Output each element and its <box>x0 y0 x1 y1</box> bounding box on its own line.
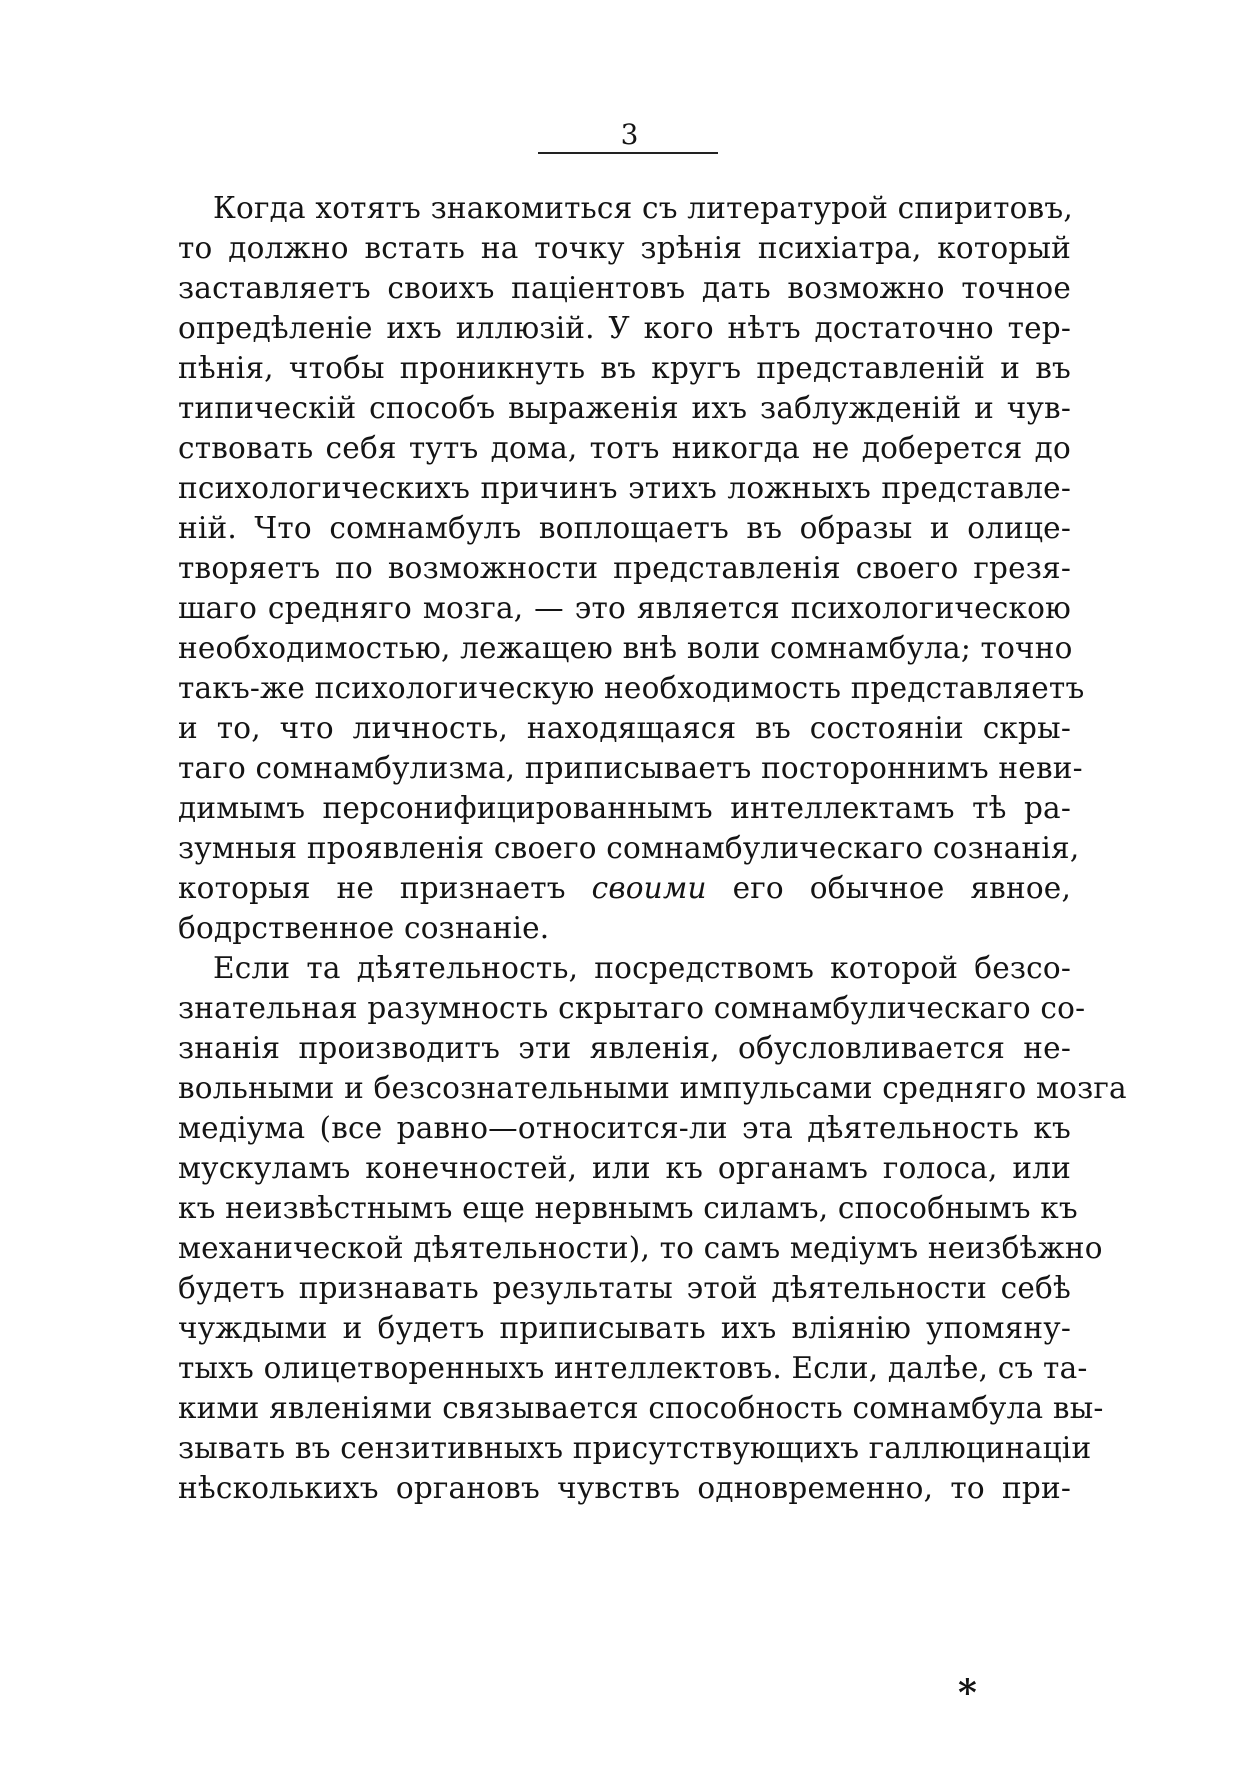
line: ній. Что сомнамбулъ воплощаетъ въ образы и олице- <box>178 511 1071 545</box>
line: Если та дѣятельность, посредствомъ которой безсо- <box>213 951 1071 985</box>
line: Когда хотятъ знакомиться съ литературой спиритовъ, <box>213 191 1073 225</box>
line: ствовать себя тутъ дома, тотъ никогда не доберется до <box>178 431 1071 465</box>
line: пѣнія, чтобы проникнуть въ кругъ представленій и въ <box>178 351 1071 385</box>
line: знанія производитъ эти явленія, обусловливается не- <box>178 1031 1071 1065</box>
signature-mark: * <box>958 1672 977 1714</box>
header-rule <box>538 152 718 154</box>
line: механической дѣятельности), то самъ медіумъ неизбѣжно <box>178 1231 1103 1265</box>
line: мускуламъ конечностей, или къ органамъ голоса, или <box>178 1151 1071 1185</box>
emphasized-word: своими <box>591 871 707 905</box>
line: опредѣленіе ихъ иллюзій. У кого нѣтъ достаточно тер- <box>178 311 1071 345</box>
line: знательная разумность скрытаго сомнамбулическаго со- <box>178 991 1086 1025</box>
line: такъ-же психологическую необходимость представляетъ <box>178 671 1085 705</box>
line: психологическихъ причинъ этихъ ложныхъ представле- <box>178 471 1071 505</box>
line: чуждыми и будетъ приписывать ихъ вліянію упомяну- <box>178 1311 1071 1345</box>
line-segment: его обычное явное, <box>732 871 1072 905</box>
line: зывать въ сензитивныхъ присутствующихъ галлюцинаціи <box>178 1431 1092 1465</box>
line: къ неизвѣстнымъ еще нервнымъ силамъ, способнымъ къ <box>178 1191 1078 1225</box>
line-segment: которыя не признаетъ <box>178 871 566 905</box>
line: бодрственное сознаніе. <box>178 911 550 945</box>
line: будетъ признавать результаты этой дѣятельности себѣ <box>178 1271 1071 1305</box>
line <box>178 866 1071 910</box>
line: нѣсколькихъ органовъ чувствъ одновременно, то при- <box>178 1471 1071 1505</box>
line: димымъ персонифицированнымъ интеллектамъ тѣ ра- <box>178 791 1071 825</box>
line: необходимостью, лежащею внѣ воли сомнамбула; точно <box>178 631 1073 665</box>
line: вольными и безсознательными импульсами средняго мозга <box>178 1071 1127 1105</box>
line: медіума (все равно—относится-ли эта дѣятельность къ <box>178 1111 1071 1145</box>
line: зумныя проявленія своего сомнамбулическаго сознанія, <box>178 831 1080 865</box>
page-number: 3 <box>620 118 639 151</box>
line: таго сомнамбулизма, приписываетъ постороннимъ неви- <box>178 751 1083 785</box>
line: то должно встать на точку зрѣнія психіатра, который <box>178 231 1071 265</box>
line: заставляетъ своихъ паціентовъ дать возможно точное <box>178 271 1071 305</box>
line: тыхъ олицетворенныхъ интеллектовъ. Если, далѣе, съ та- <box>178 1351 1088 1385</box>
line: и то, что личность, находящаяся въ состояніи скры- <box>178 711 1071 745</box>
line: творяетъ по возможности представленія своего грезя- <box>178 551 1071 585</box>
line: кими явленіями связывается способность сомнамбула вы- <box>178 1391 1104 1425</box>
line: шаго средняго мозга, — это является психологическою <box>178 591 1071 625</box>
line: типическій способъ выраженія ихъ заблужденій и чув- <box>178 391 1071 425</box>
